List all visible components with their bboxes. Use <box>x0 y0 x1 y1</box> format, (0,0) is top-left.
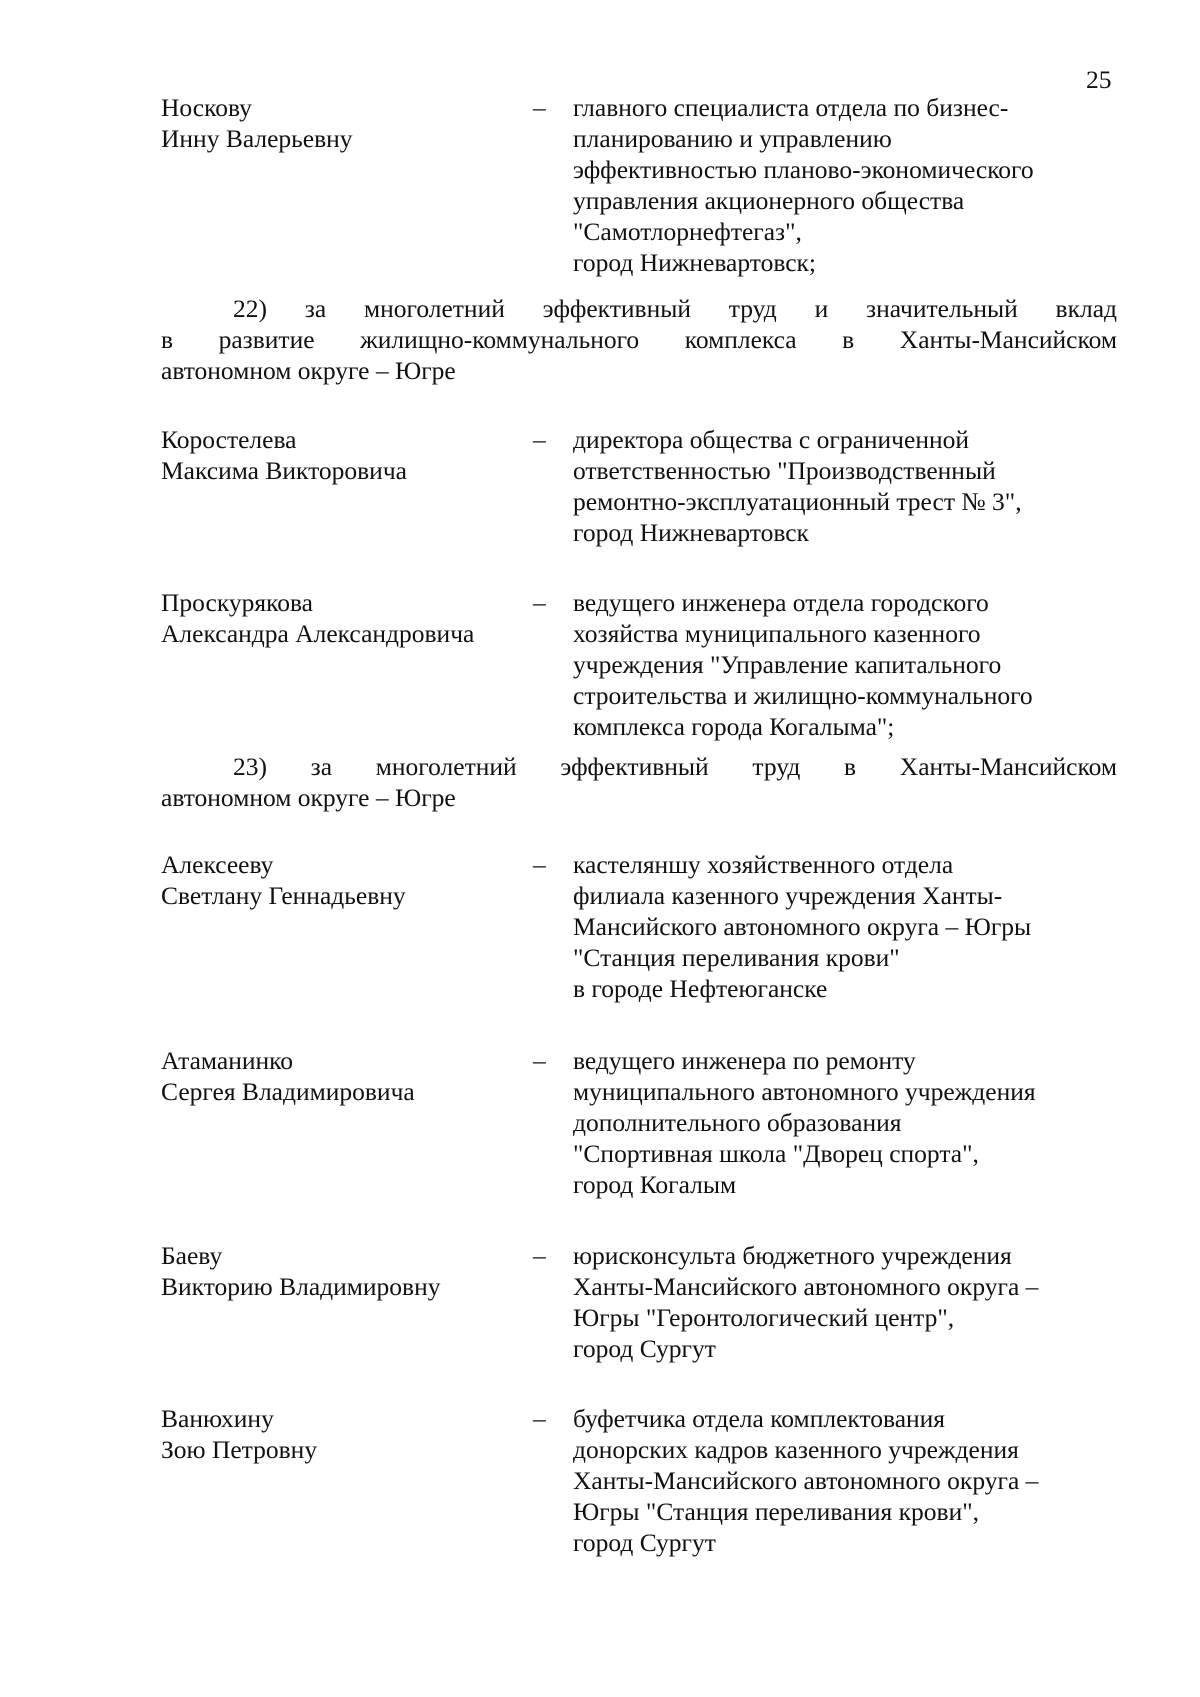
name-line: Зою Петровну <box>161 1435 318 1464</box>
recipient-name <box>161 424 541 486</box>
recipient-name <box>161 587 541 649</box>
name-line: Баеву <box>161 1241 223 1270</box>
name-line: Инну Валерьевну <box>161 124 353 153</box>
section-23-heading <box>161 751 1117 813</box>
name-line: Носкову <box>161 93 252 122</box>
recipient-position <box>573 92 1133 278</box>
position-line: город Нижневартовск; <box>573 248 817 277</box>
position-line: ответственностью "Производственный <box>573 456 996 485</box>
dash: – <box>533 588 546 617</box>
recipient-position <box>573 1403 1133 1558</box>
position-line: юрисконсульта бюджетного учреждения <box>573 1241 1012 1270</box>
section-22-heading <box>161 293 1117 386</box>
position-line: донорских кадров казенного учреждения <box>573 1435 1019 1464</box>
dash: – <box>533 1241 546 1270</box>
section-line: автономном округе – Югре <box>161 783 456 812</box>
section-line: 23) за многолетний эффективный труд в Ханты-Мансийском <box>233 752 1117 781</box>
position-line: город Сургут <box>573 1334 716 1363</box>
position-line: эффективностью планово-экономического <box>573 155 1034 184</box>
recipient-position <box>573 1240 1133 1364</box>
position-line: управления акционерного общества <box>573 186 965 215</box>
position-line: строительства и жилищно-коммунального <box>573 681 1033 710</box>
dash: – <box>533 1404 546 1433</box>
position-line: кастеляншу хозяйственного отдела <box>573 850 954 879</box>
dash: – <box>533 93 546 122</box>
position-line: ведущего инженера по ремонту <box>573 1046 916 1075</box>
position-line: Ханты-Мансийского автономного округа – <box>573 1466 1039 1495</box>
dash: – <box>533 1046 546 1075</box>
position-line: хозяйства муниципального казенного <box>573 619 981 648</box>
recipient-position <box>573 1045 1133 1200</box>
section-line: 22) за многолетний эффективный труд и значительный вклад <box>233 294 1117 323</box>
position-line: директора общества с ограниченной <box>573 425 970 454</box>
recipient-position <box>573 587 1133 742</box>
recipient-name <box>161 92 541 154</box>
recipient-name <box>161 1403 541 1465</box>
position-line: буфетчика отдела комплектования <box>573 1404 946 1433</box>
position-line: Югры "Геронтологический центр", <box>573 1303 955 1332</box>
position-line: планированию и управлению <box>573 124 892 153</box>
name-line: Максима Викторовича <box>161 456 407 485</box>
position-line: "Спортивная школа "Дворец спорта", <box>573 1139 979 1168</box>
dash: – <box>533 425 546 454</box>
position-line: город Сургут <box>573 1528 716 1557</box>
position-line: в городе Нефтеюганске <box>573 974 828 1003</box>
name-line: Проскурякова <box>161 588 313 617</box>
position-line: "Станция переливания крови" <box>573 943 900 972</box>
position-line: город Нижневартовск <box>573 518 809 547</box>
recipient-position <box>573 849 1133 1004</box>
position-line: муниципального автономного учреждения <box>573 1077 1036 1106</box>
position-line: Ханты-Мансийского автономного округа – <box>573 1272 1039 1301</box>
name-line: Ванюхину <box>161 1404 274 1433</box>
section-line: автономном округе – Югре <box>161 356 456 385</box>
recipient-name <box>161 849 541 911</box>
recipient-name <box>161 1240 541 1302</box>
dash: – <box>533 850 546 879</box>
position-line: Мансийского автономного округа – Югры <box>573 912 1032 941</box>
position-line: главного специалиста отдела по бизнес- <box>573 93 1009 122</box>
name-line: Коростелева <box>161 425 297 454</box>
position-line: ведущего инженера отдела городского <box>573 588 989 617</box>
position-line: ремонтно-эксплуатационный трест № 3", <box>573 487 1022 516</box>
recipient-position <box>573 424 1133 548</box>
name-line: Сергея Владимировича <box>161 1077 415 1106</box>
position-line: филиала казенного учреждения Ханты- <box>573 881 1003 910</box>
position-line: дополнительного образования <box>573 1108 902 1137</box>
name-line: Атаманинко <box>161 1046 293 1075</box>
page-number: 25 <box>1086 65 1112 94</box>
position-line: комплекса города Когалыма"; <box>573 712 895 741</box>
recipient-name <box>161 1045 541 1107</box>
name-line: Александра Александровича <box>161 619 475 648</box>
section-line: в развитие жилищно-коммунального комплекса в Ханты-Мансийском <box>161 325 1117 354</box>
name-line: Светлану Геннадьевну <box>161 881 406 910</box>
name-line: Алексееву <box>161 850 274 879</box>
position-line: город Когалым <box>573 1170 737 1199</box>
position-line: "Самотлорнефтегаз", <box>573 217 802 246</box>
name-line: Викторию Владимировну <box>161 1272 441 1301</box>
position-line: учреждения "Управление капитального <box>573 650 1002 679</box>
position-line: Югры "Станция переливания крови", <box>573 1497 980 1526</box>
